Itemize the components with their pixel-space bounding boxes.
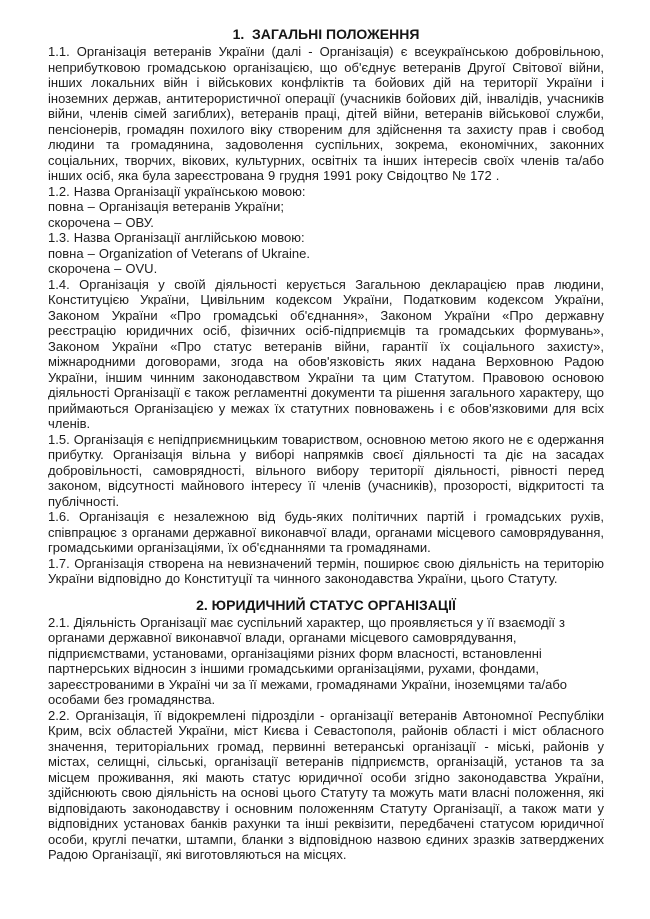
section-2-heading: 2. ЮРИДИЧНИЙ СТАТУС ОРГАНІЗАЦІЇ [196,596,456,613]
section-1-heading: 1. ЗАГАЛЬНІ ПОЛОЖЕННЯ [232,26,420,42]
clause-1-6: 1.6. Організація є незалежною від будь-яких політичних партій і громадських рухів, співпрацює з органами державної виконавчої влади, органами місцевого самоврядування, громадськими організаціями, їх об'єднаннями та громадянами. [48,509,604,555]
clause-2-2: 2.2. Організація, її відокремлені підрозділи - організації ветеранів Автономної Республіки Крим, всіх областей України, міст Києва і Севастополя, районів області і міст обласного значення, територіальних громад, первинні ветеранські організації - міські, районів у містах, селищні, сільські, організації ветеранів підприємств, організацій, установ та за місцем проживання, які мають статус юридичної особи згідно законодавства України, здійснюють свою діяльність на основі цього Статуту та можуть мати власні положення, які відповідають законодавству і основним положенням Статуту Організації, а також мати у відповідних установах банків рахунки та інші реквізити, передбачені статусом юридичної особи, круглі печатки, штампи, бланки з відповідною назвою єдиних зразків затверджених Радою Організації, які виготовляються на місцях. [48,707,604,862]
clause-1-1: 1.1. Організація ветеранів України (далі - Організація) є всеукраїнською добровільною, неприбутковою громадською організацією, що об'єднує ветеранів Другої Світової війни, інших локальних війн і військових конфліктів та бойових дій на території України і іноземних держав, антитерористичної операції (учасників бойових дій, інвалідів, учасників війни, членів сімей загиблих), ветеранів праці, дітей війни, ветеранів військової служби, пенсіонерів, громадян похилого віку створеним для здійснення та захисту прав і свобод людини та громадянина, задоволення суспільних, зокрема, економічних, законних соціальних, творчих, вікових, культурних, освітніх та інших інтересів своїх членів та/або інших осіб, яка була зареєстрована 9 грудня 1991 року Свідоцтво № 172 . [48,44,604,183]
clause-1-4: 1.4. Організація у своїй діяльності керується Загальною декларацією прав людини, Конституцією України, Цивільним кодексом України, Податковим кодексом України, Законом України «Про громадські об'єднання», Законом України «Про державну реєстрацію юридичних осіб, фізичних осіб-підприємців та громадських формувань», Законом України «Про статус ветеранів війни, гарантії їх соціального захисту», міжнародними договорами, згода на обов'язковість яких надана Верховною Радою України, іншим чинним законодавством України та цим Статутом. Правовою основою діяльності Організації є також регламентні документи та рішення загального характеру, що приймаються Організацією у межах їх статутних повноважень і є обов'язковими для всіх членів. [48,276,604,431]
section-general-provisions [48,26,604,587]
clause-1-2-title: 1.2. Назва Організації українською мовою: [48,183,306,199]
clause-1-7: 1.7. Організація створена на невизначений термін, поширює свою діяльність на територію України відповідно до Конституції та чинного законодавства України, цього Статуту. [48,555,604,586]
clause-2-1: 2.1. Діяльність Організації має суспільний характер, що проявляється у її взаємодії з органами державної виконавчої влади, органами місцевого самоврядування, підприємствами, установами, організаціями різних форм власності, встановленні партнерських відносин з іншими громадськими організаціями, рухами, фондами, зареєстрованими в Україні чи за її межами, громадянами України, іноземцями та/або особами без громадянства. [48,614,568,707]
clause-1-5: 1.5. Організація є непідприємницьким товариством, основною метою якого не є одержання прибутку. Організація вільна у виборі напрямків своєї діяльності та діє на засадах добровільності, самоврядності, вільного вибору території діяльності, рівності перед законом, відсутності майнового інтересу її членів (учасників), прозорості, відкритості та публічності. [48,431,604,509]
clause-1-2-short-name: скорочена – ОВУ. [48,214,154,230]
clause-1-3-short-name: скорочена – OVU. [48,261,158,276]
clause-1-2-full-name: повна – Організація ветеранів України; [48,199,285,214]
section-legal-status [48,597,604,863]
clause-1-3-full-name: повна – Organization of Veterans of Ukraine. [48,245,311,261]
clause-1-3-title: 1.3. Назва Організації англійською мовою: [48,230,305,245]
